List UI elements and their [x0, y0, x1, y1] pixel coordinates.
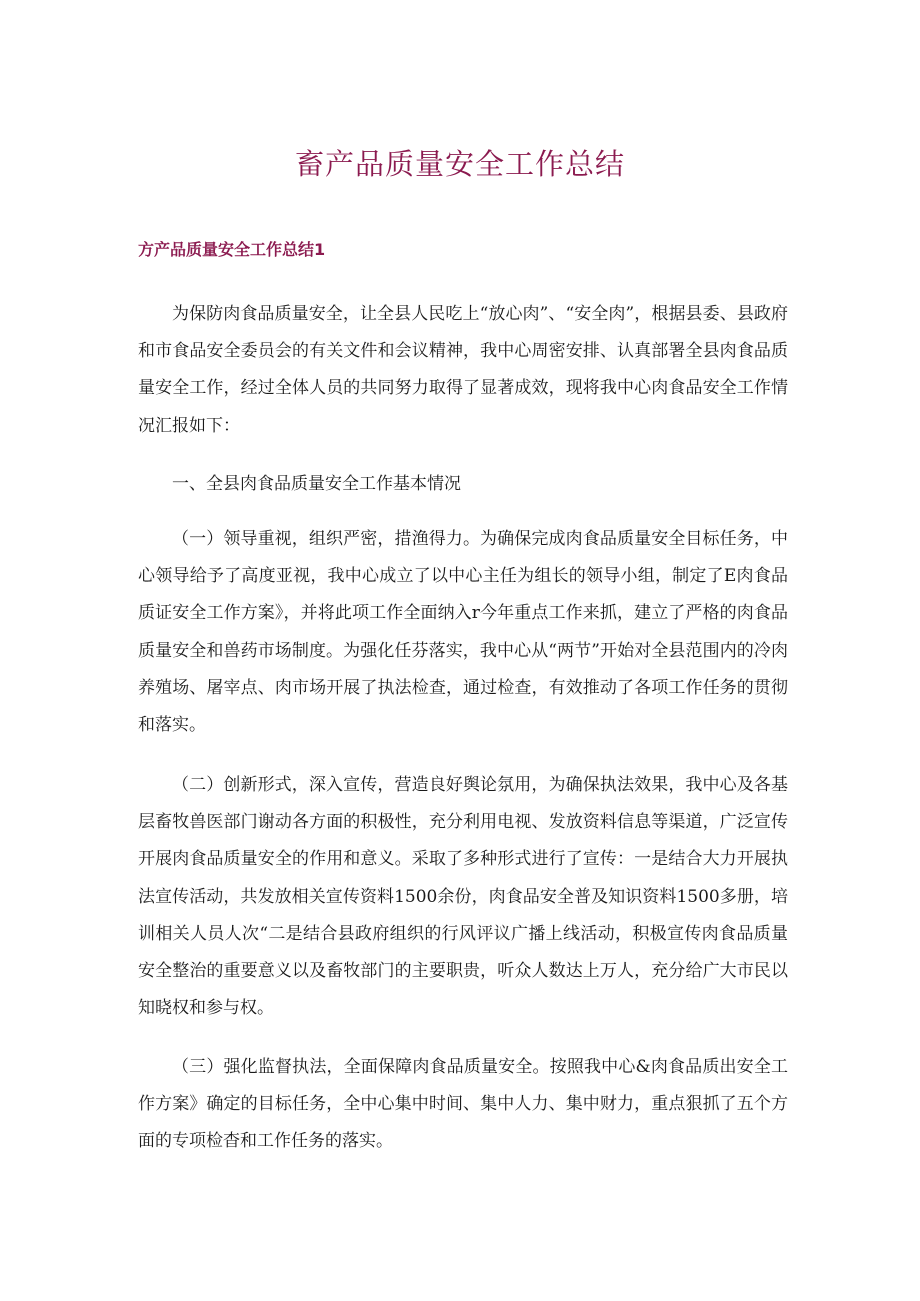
document-title: 畜产品质量安全工作总结: [294, 147, 625, 181]
paragraph-supervision: （三）强化监督执法，全面保障肉食品质量安全。按照我中心&肉食品质出安全工作方案》确定的目标任务，全中心集中时间、集中人力、集中财力，重点狠抓了五个方面的专项检杳和工作任务的落实。: [138, 1057, 788, 1152]
intro-paragraph: 为保防肉食品质量安全，让全县人民吃上“放心肉”、“安全肉”，根据县委、县政府和市食品安全委员会的有关文件和会议精神，我中心周密安排、认真部署全县肉食品质量安全工作，经过全体人员的共同努力取得了显著成效，现将我中心肉食品安全工作情况汇报如下：: [138, 304, 788, 436]
section-heading: 方产品质量安全工作总结1: [138, 240, 326, 259]
subheading-basic-situation: 一、全县肉食品质量安全工作基本情况: [172, 474, 461, 494]
paragraph-leadership: （一）领导重视，组织严密，措渔得力。为确保完成肉食品质量安全目标任务，中心领导给予了高度亚视，我中心成立了以中心主任为组长的领导小组，制定了E肉食品质证安全工作方案》，并将此项工作全面纳入r今年重点工作来抓，建立了严格的肉食品质量安全和兽药市场制度。为强化任芬落实，我中心从“两节”开始对全县范围内的冷肉养殖场、屠宰点、肉市场开展了执法检查，通过检查，有效推动了各项工作任务的贯彻和落实。: [138, 529, 788, 736]
paragraph-publicity: （二）创新形式，深入宣传，营造良好舆论氛用，为确保执法效果，我中心及各基层畜牧兽医部门谢动各方面的积极性，充分利用电视、发放资料信息等渠道，广泛宣传开展肉食品质量安全的作用和意义。采取了多种形式进行了宣传：一是结合大力开展执法宣传活动，共发放相关宣传资料1500余份，肉食品安全普及知识资料1500多册，培训相关人员人次“二是结合县政府组织的行风评议广播上线活动，积极宣传肉食品质量安全整治的重要意义以及畜牧部门的主要职贵，听众人数达上万人，充分给广大市民以知晓权和参与权。: [138, 775, 788, 1019]
